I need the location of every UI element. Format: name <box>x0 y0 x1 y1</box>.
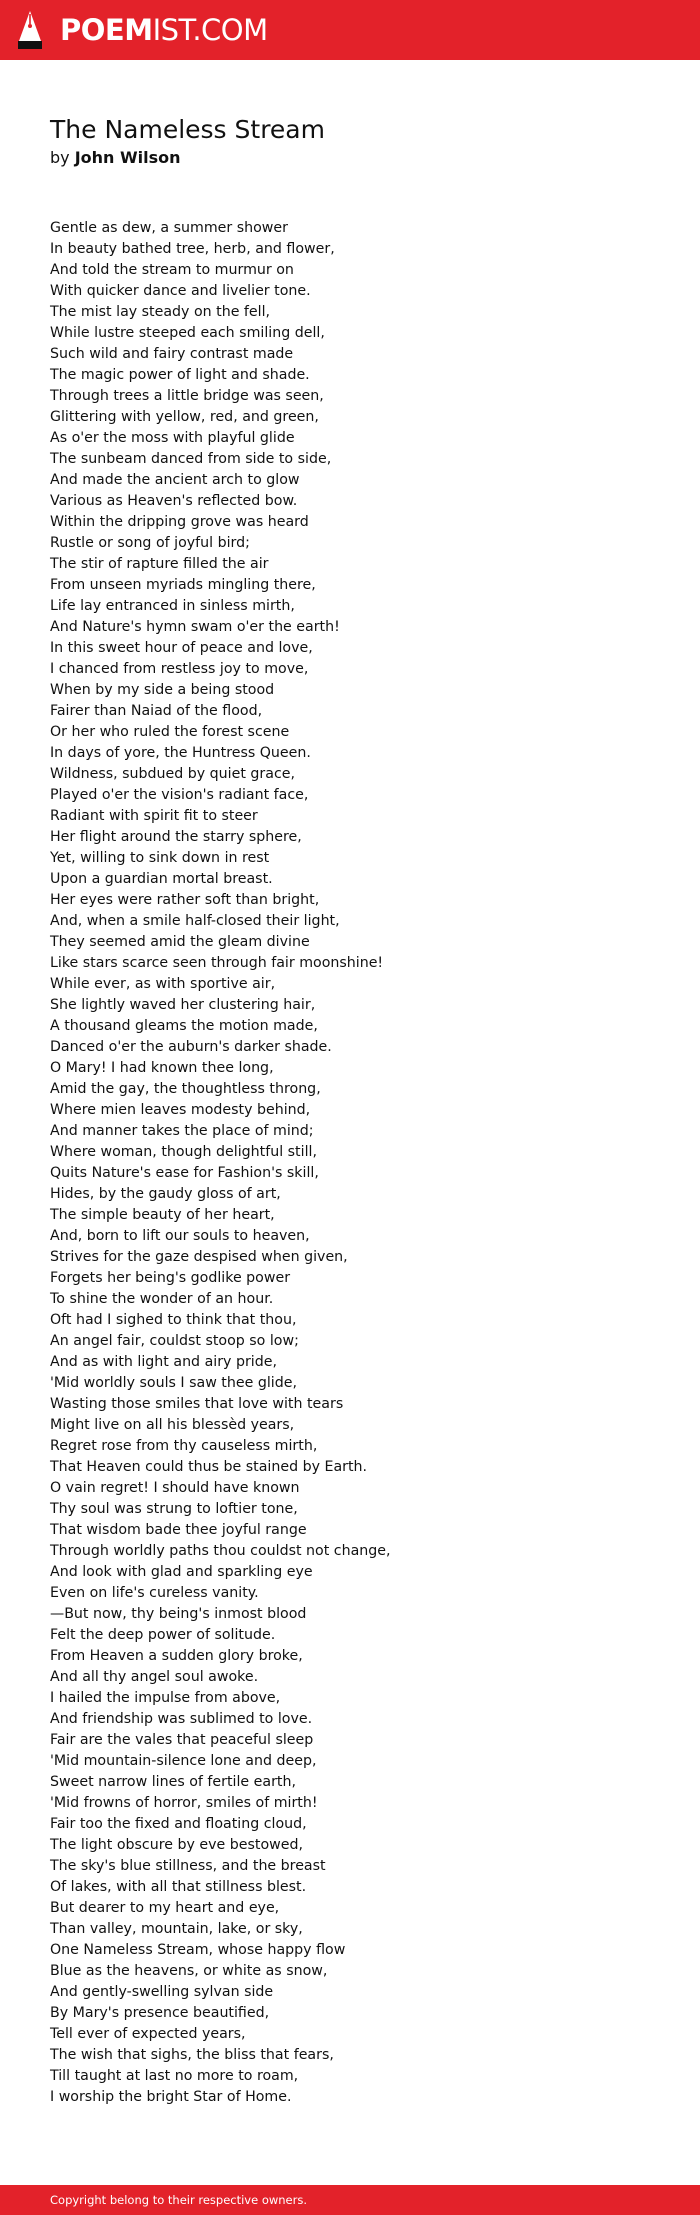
poem-line: The magic power of light and shade. <box>50 367 310 383</box>
logo-bold-text: POEM <box>60 13 153 47</box>
poem-line: And all thy angel soul awoke. <box>50 1669 259 1685</box>
poem-line: The sunbeam danced from side to side, <box>50 451 332 467</box>
poem-line: From Heaven a sudden glory broke, <box>50 1648 303 1664</box>
poem-line: She lightly waved her clustering hair, <box>50 997 316 1013</box>
poem-line: And, when a smile half-closed their light, <box>50 913 340 929</box>
poem-line: Forgets her being's godlike power <box>50 1270 291 1286</box>
poem-line: Amid the gay, the thoughtless throng, <box>50 1081 321 1097</box>
poem-line: Than valley, mountain, lake, or sky, <box>50 1921 303 1937</box>
poem-line: To shine the wonder of an hour. <box>50 1291 274 1307</box>
poem-line: Or her who ruled the forest scene <box>50 724 290 740</box>
poem-line: And friendship was sublimed to love. <box>50 1711 313 1727</box>
poem-line: Glittering with yellow, red, and green, <box>50 409 319 425</box>
poem-line: Her eyes were rather soft than bright, <box>50 892 320 908</box>
poem-line: I worship the bright Star of Home. <box>50 2089 292 2105</box>
poem-line: Various as Heaven's reflected bow. <box>50 493 298 509</box>
logo-light-text: IST.COM <box>152 13 268 47</box>
poem-line: Within the dripping grove was heard <box>50 514 309 530</box>
poem-line: With quicker dance and livelier tone. <box>50 283 311 299</box>
poem-line: Of lakes, with all that stillness blest. <box>50 1879 307 1895</box>
poem-line: Through trees a little bridge was seen, <box>50 388 324 404</box>
poem-line: —But now, thy being's inmost blood <box>50 1606 307 1622</box>
poem-line: And gently-swelling sylvan side <box>50 1984 274 2000</box>
poem-line: Thy soul was strung to loftier tone, <box>50 1501 298 1517</box>
poem-line: And as with light and airy pride, <box>50 1354 277 1370</box>
poem-body <box>50 218 670 2108</box>
poem-line: Where woman, though delightful still, <box>50 1144 317 1160</box>
poem-line: Might live on all his blessèd years, <box>50 1417 295 1433</box>
copyright-text: Copyright belong to their respective owners. <box>50 2193 308 2207</box>
poem-line: Strives for the gaze despised when given, <box>50 1249 348 1265</box>
poem-line: Oft had I sighed to think that thou, <box>50 1312 297 1328</box>
poem-line: Gentle as dew, a summer shower <box>50 220 288 236</box>
poem-line: And manner takes the place of mind; <box>50 1123 314 1139</box>
poem-line: Wildness, subdued by quiet grace, <box>50 766 295 782</box>
poem-line: The simple beauty of her heart, <box>50 1207 275 1223</box>
poem-line: And made the ancient arch to glow <box>50 472 300 488</box>
poem-line: 'Mid mountain-silence lone and deep, <box>50 1753 317 1769</box>
poem-line: In beauty bathed tree, herb, and flower, <box>50 241 335 257</box>
poem-line: Rustle or song of joyful bird; <box>50 535 250 551</box>
poem-line: The stir of rapture filled the air <box>50 556 269 572</box>
poem-line: I hailed the impulse from above, <box>50 1690 281 1706</box>
poem-line: They seemed amid the gleam divine <box>50 934 310 950</box>
poem-line: Such wild and fairy contrast made <box>50 346 294 362</box>
poem-line: Quits Nature's ease for Fashion's skill, <box>50 1165 319 1181</box>
poem-line: The light obscure by eve bestowed, <box>50 1837 303 1853</box>
poem-line: Her flight around the starry sphere, <box>50 829 302 845</box>
poem-line: Played o'er the vision's radiant face, <box>50 787 309 803</box>
poem-line: Sweet narrow lines of fertile earth, <box>50 1774 296 1790</box>
poem-line: As o'er the moss with playful glide <box>50 430 295 446</box>
poem-line: Till taught at last no more to roam, <box>50 2068 299 2084</box>
site-footer <box>0 2185 700 2215</box>
poem-line: That Heaven could thus be stained by Earth. <box>50 1459 368 1475</box>
poem-line: Danced o'er the auburn's darker shade. <box>50 1039 332 1055</box>
poem-line: Wasting those smiles that love with tears <box>50 1396 344 1412</box>
poem-line: Felt the deep power of solitude. <box>50 1627 276 1643</box>
poem-line: I chanced from restless joy to move, <box>50 661 309 677</box>
poem-line: That wisdom bade thee joyful range <box>50 1522 307 1538</box>
poem-line: And look with glad and sparkling eye <box>50 1564 313 1580</box>
poem-line: Even on life's cureless vanity. <box>50 1585 259 1601</box>
poem-line: Like stars scarce seen through fair moonshine! <box>50 955 384 971</box>
poem-line: And Nature's hymn swam o'er the earth! <box>50 619 340 635</box>
poem-line: Life lay entranced in sinless mirth, <box>50 598 295 614</box>
poem-line: Yet, willing to sink down in rest <box>50 850 270 866</box>
poem-line: And, born to lift our souls to heaven, <box>50 1228 310 1244</box>
poem-line: While lustre steeped each smiling dell, <box>50 325 325 341</box>
poem-line: Fair too the fixed and floating cloud, <box>50 1816 307 1832</box>
quill-pen-icon[interactable] <box>18 11 42 49</box>
poem-line: Hides, by the gaudy gloss of art, <box>50 1186 281 1202</box>
poem-line: By Mary's presence beautified, <box>50 2005 270 2021</box>
poem-line: O vain regret! I should have known <box>50 1480 300 1496</box>
poem-line: Where mien leaves modesty behind, <box>50 1102 311 1118</box>
poem-line: The wish that sighs, the bliss that fears, <box>50 2047 334 2063</box>
poem-line: Regret rose from thy causeless mirth, <box>50 1438 318 1454</box>
poem-line: One Nameless Stream, whose happy flow <box>50 1942 346 1958</box>
poem-line: Blue as the heavens, or white as snow, <box>50 1963 328 1979</box>
poem-line: The mist lay steady on the fell, <box>50 304 271 320</box>
byline <box>50 147 181 169</box>
poem-line: 'Mid frowns of horror, smiles of mirth! <box>50 1795 318 1811</box>
poem-line: When by my side a being stood <box>50 682 275 698</box>
poem-line: A thousand gleams the motion made, <box>50 1018 318 1034</box>
poem-line: An angel fair, couldst stoop so low; <box>50 1333 299 1349</box>
site-logo[interactable] <box>60 11 268 49</box>
site-header <box>0 0 700 60</box>
poem-line: And told the stream to murmur on <box>50 262 294 278</box>
poem-line: O Mary! I had known thee long, <box>50 1060 274 1076</box>
poem-line: The sky's blue stillness, and the breast <box>50 1858 326 1874</box>
poem-line: Radiant with spirit fit to steer <box>50 808 258 824</box>
poem-line: 'Mid worldly souls I saw thee glide, <box>50 1375 297 1391</box>
poem-line: From unseen myriads mingling there, <box>50 577 316 593</box>
poem-line: Fair are the vales that peaceful sleep <box>50 1732 314 1748</box>
author-name: John Wilson <box>74 148 181 167</box>
poem-line: But dearer to my heart and eye, <box>50 1900 280 1916</box>
by-label: by <box>50 148 70 167</box>
poem-title: The Nameless Stream <box>50 115 325 144</box>
poem-line: While ever, as with sportive air, <box>50 976 276 992</box>
poem-line: In days of yore, the Huntress Queen. <box>50 745 311 761</box>
poem-line: In this sweet hour of peace and love, <box>50 640 313 656</box>
poem-line: Fairer than Naiad of the flood, <box>50 703 263 719</box>
poem-line: Through worldly paths thou couldst not change, <box>50 1543 391 1559</box>
poem-line: Upon a guardian mortal breast. <box>50 871 273 887</box>
poem-line: Tell ever of expected years, <box>50 2026 246 2042</box>
